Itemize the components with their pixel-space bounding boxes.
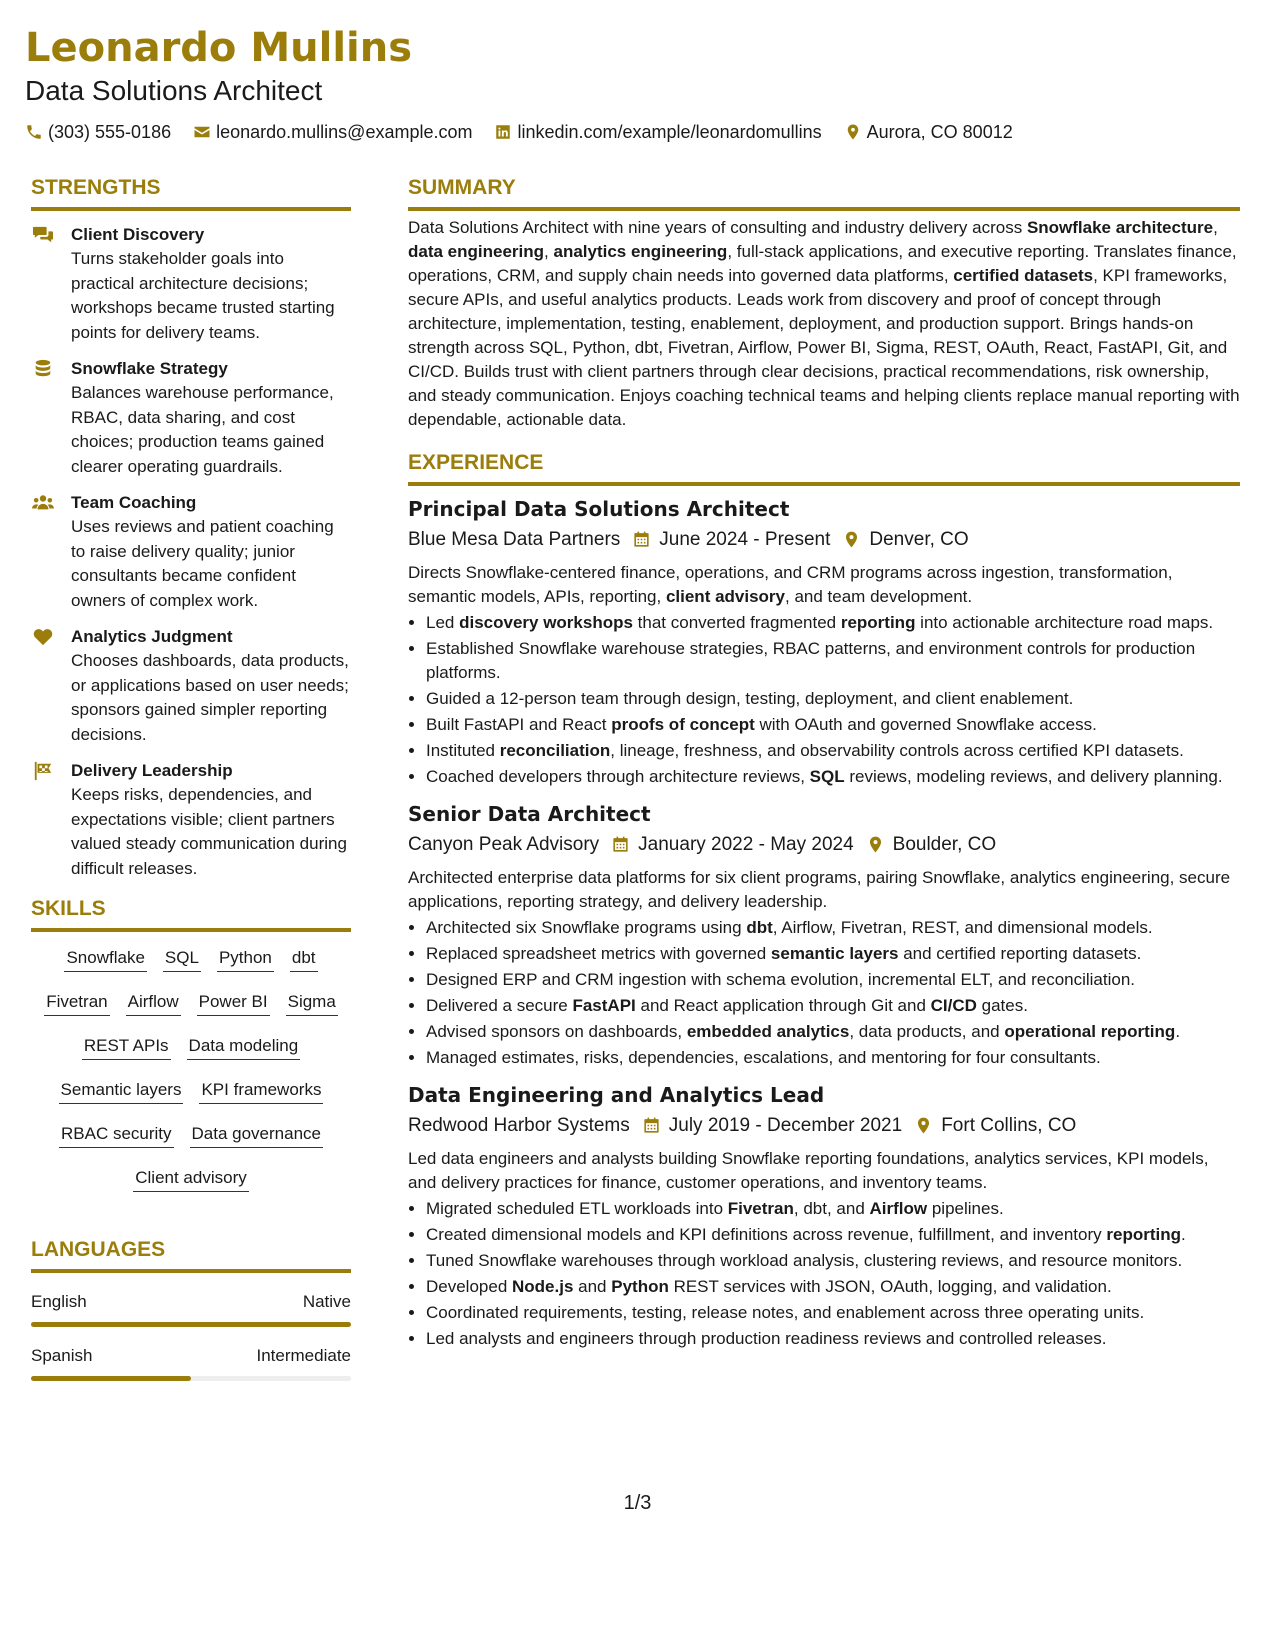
job-dates: January 2022 - May 2024 xyxy=(638,834,854,855)
job-meta xyxy=(408,527,1240,552)
job-bullet: • Tuned Snowflake warehouses through workload analysis, clustering reviews, and resource monitors. xyxy=(426,1249,1240,1273)
contact-bar xyxy=(25,120,1250,144)
contact-phone[interactable] xyxy=(25,120,171,144)
experience-list xyxy=(408,496,1240,1351)
job-company: Canyon Peak Advisory xyxy=(408,834,600,855)
heart-icon xyxy=(32,627,54,647)
strength-desc: Keeps risks, dependencies, and expectations visible; client partners valued steady communication during difficult releases. xyxy=(71,785,347,878)
job-description: Led data engineers and analysts building Snowflake reporting foundations, analytics services, KPI models, and delivery practices for finance, customer operations, and inventory teams. xyxy=(408,1149,1209,1192)
job-dates: June 2024 - Present xyxy=(659,529,831,550)
strengths-heading: STRENGTHS xyxy=(31,175,351,211)
skill-tag: Sigma xyxy=(286,990,338,1016)
skill-tag: Power BI xyxy=(197,990,270,1016)
job-bullet: • Established Snowflake warehouse strategies, RBAC patterns, and environment controls for production platforms. xyxy=(426,637,1240,685)
job-entry xyxy=(408,496,1240,789)
language-proficiency-fill xyxy=(31,1376,191,1381)
contact-email[interactable] xyxy=(193,120,472,144)
job-bullet: • Instituted reconciliation, lineage, freshness, and observability controls across certified KPI datasets. xyxy=(426,739,1240,763)
job-meta xyxy=(408,1113,1240,1138)
strength-item xyxy=(31,357,351,479)
language-item xyxy=(31,1291,351,1327)
strength-item xyxy=(31,223,351,345)
job-bullet: • Migrated scheduled ETL workloads into Fivetran, dbt, and Airflow pipelines. xyxy=(426,1197,1240,1221)
strength-title: Snowflake Strategy xyxy=(71,359,228,378)
experience-section xyxy=(408,450,1240,1351)
phone-icon xyxy=(25,123,43,141)
job-bullet: • Led analysts and engineers through production readiness reviews and controlled releases. xyxy=(426,1327,1240,1351)
flag-checkered-icon xyxy=(32,761,54,781)
calendar-icon xyxy=(642,1116,661,1135)
job-bullet: • Advised sponsors on dashboards, embedded analytics, data products, and operational reporting. xyxy=(426,1020,1240,1044)
job-bullet: • Created dimensional models and KPI definitions across revenue, fulfillment, and inventory reporting. xyxy=(426,1223,1240,1247)
skills-heading: SKILLS xyxy=(31,896,351,932)
skill-tag: REST APIs xyxy=(82,1034,171,1060)
job-bullet: • Architected six Snowflake programs using dbt, Airflow, Fivetran, REST, and dimensional models. xyxy=(426,916,1240,940)
map-marker-icon xyxy=(866,835,885,854)
job-bullet: • Designed ERP and CRM ingestion with schema evolution, incremental ELT, and reconciliation. xyxy=(426,968,1240,992)
summary-text: Data Solutions Architect with nine years of consulting and industry delivery across Snowflake architecture, data engineering, analytics engineering, full-stack applications, and executive reporting. Translates finance, operations, CRM, and supply chain needs into governed data platforms, certified datasets, KPI frameworks, secure APIs, and useful analytics products. Leads work from discovery and proof of concept through architecture, implementation, testing, enablement, deployment, and production support. Brings hands-on strength across SQL, Python, dbt, Fivetran, Airflow, Power BI, Sigma, REST, OAuth, React, FastAPI, Git, and CI/CD. Builds trust with client partners through clear decisions, practical recommendations, risk ownership, and steady communication. Enjoys coaching technical teams and helping clients replace manual reporting with dependable, actionable data. xyxy=(408,218,1240,429)
envelope-icon xyxy=(193,123,211,141)
linkedin-icon xyxy=(494,123,512,141)
map-marker-icon xyxy=(842,530,861,549)
job-bullet: • Managed estimates, risks, dependencies, escalations, and mentoring for four consultants. xyxy=(426,1046,1240,1070)
job-description: Directs Snowflake-centered finance, operations, and CRM programs across ingestion, transformation, semantic models, APIs, reporting, client advisory, and team development. xyxy=(408,563,1173,606)
job-dates: July 2019 - December 2021 xyxy=(668,1115,903,1136)
strength-item xyxy=(31,491,351,613)
job-bullet: • Delivered a secure FastAPI and React application through Git and CI/CD gates. xyxy=(426,994,1240,1018)
job-company: Redwood Harbor Systems xyxy=(408,1115,630,1136)
phone-text: (303) 555-0186 xyxy=(48,122,172,142)
contact-linkedin[interactable] xyxy=(494,120,821,144)
job-location: Boulder, CO xyxy=(892,834,997,855)
strength-desc: Turns stakeholder goals into practical architecture decisions; workshops became trusted starting points for delivery teams. xyxy=(71,249,335,342)
experience-heading: EXPERIENCE xyxy=(408,450,1240,486)
comments-icon xyxy=(32,225,54,245)
language-proficiency-bar xyxy=(31,1376,351,1381)
map-marker-icon xyxy=(914,1116,933,1135)
contact-location xyxy=(844,120,1013,144)
skill-tag: Airflow xyxy=(126,990,181,1016)
linkedin-text: linkedin.com/example/leonardomullins xyxy=(517,122,822,142)
skill-tag: SQL xyxy=(163,946,201,972)
skill-tag: KPI frameworks xyxy=(199,1078,323,1104)
job-company: Blue Mesa Data Partners xyxy=(408,529,621,550)
job-bullet: • Developed Node.js and Python REST services with JSON, OAuth, logging, and validation. xyxy=(426,1275,1240,1299)
job-entry xyxy=(408,801,1240,1070)
language-item xyxy=(31,1345,351,1381)
skills-list xyxy=(31,946,351,1192)
language-proficiency-bar xyxy=(31,1322,351,1327)
languages-heading: LANGUAGES xyxy=(31,1237,351,1273)
language-level: Intermediate xyxy=(256,1346,351,1365)
map-marker-icon xyxy=(844,123,862,141)
calendar-icon xyxy=(611,835,630,854)
summary-heading: SUMMARY xyxy=(408,175,1240,211)
strength-title: Client Discovery xyxy=(71,225,205,244)
skill-tag: Semantic layers xyxy=(59,1078,184,1104)
job-bullets xyxy=(408,1197,1240,1351)
email-text: leonardo.mullins@example.com xyxy=(216,122,473,142)
languages-section xyxy=(31,1237,351,1381)
strength-item xyxy=(31,625,351,747)
skill-tag: RBAC security xyxy=(59,1122,174,1148)
job-bullet: • Coached developers through architecture reviews, SQL reviews, modeling reviews, and delivery planning. xyxy=(426,765,1240,789)
job-bullet: • Replaced spreadsheet metrics with governed semantic layers and certified reporting datasets. xyxy=(426,942,1240,966)
candidate-title: Data Solutions Architect xyxy=(25,75,323,106)
job-description: Architected enterprise data platforms for six client programs, pairing Snowflake, analytics engineering, secure applications, reporting strategy, and delivery leadership. xyxy=(408,868,1231,911)
strength-item xyxy=(31,759,351,881)
job-bullet: • Guided a 12-person team through design, testing, deployment, and client enablement. xyxy=(426,687,1240,711)
candidate-name: Leonardo Mullins xyxy=(25,25,413,71)
skill-tag: Data modeling xyxy=(187,1034,301,1060)
job-bullets xyxy=(408,916,1240,1070)
job-meta xyxy=(408,832,1240,857)
strength-desc: Chooses dashboards, data products, or applications based on user needs; sponsors gained simpler reporting decisions. xyxy=(71,651,349,744)
job-location: Denver, CO xyxy=(869,529,969,550)
users-icon xyxy=(32,493,54,513)
strength-desc: Uses reviews and patient coaching to raise delivery quality; junior consultants became confident owners of complex work. xyxy=(71,517,334,610)
language-proficiency-fill xyxy=(31,1322,351,1327)
language-level: Native xyxy=(302,1292,351,1311)
job-title: Principal Data Solutions Architect xyxy=(408,497,790,521)
skill-tag: dbt xyxy=(290,946,318,972)
database-icon xyxy=(32,359,54,379)
summary-section xyxy=(408,175,1240,432)
job-title: Senior Data Architect xyxy=(408,802,651,826)
skill-tag: Fivetran xyxy=(44,990,109,1016)
strength-desc: Balances warehouse performance, RBAC, data sharing, and cost choices; production teams gained clearer operating guardrails. xyxy=(71,383,334,476)
language-name: Spanish xyxy=(31,1346,93,1365)
strength-title: Analytics Judgment xyxy=(71,627,233,646)
job-location: Fort Collins, CO xyxy=(941,1115,1077,1136)
job-entry xyxy=(408,1082,1240,1351)
job-bullets xyxy=(408,611,1240,789)
job-bullet: • Led discovery workshops that converted fragmented reporting into actionable architecture road maps. xyxy=(426,611,1240,635)
location-text: Aurora, CO 80012 xyxy=(866,122,1013,142)
calendar-icon xyxy=(632,530,651,549)
strengths-section xyxy=(31,175,351,881)
skills-section xyxy=(31,896,351,1192)
skill-tag: Data governance xyxy=(190,1122,323,1148)
skill-tag: Snowflake xyxy=(64,946,146,972)
left-column xyxy=(31,175,351,1381)
job-bullet: • Coordinated requirements, testing, release notes, and enablement across three operating units. xyxy=(426,1301,1240,1325)
strength-title: Team Coaching xyxy=(71,493,197,512)
job-title: Data Engineering and Analytics Lead xyxy=(408,1083,825,1107)
skill-tag: Python xyxy=(217,946,274,972)
language-name: English xyxy=(31,1292,87,1311)
right-column xyxy=(408,175,1240,1353)
page-number: 1/3 xyxy=(623,1492,652,1514)
job-bullet: • Built FastAPI and React proofs of concept with OAuth and governed Snowflake access. xyxy=(426,713,1240,737)
skill-tag: Client advisory xyxy=(133,1166,249,1192)
strength-title: Delivery Leadership xyxy=(71,761,233,780)
resume-header xyxy=(25,24,1250,144)
